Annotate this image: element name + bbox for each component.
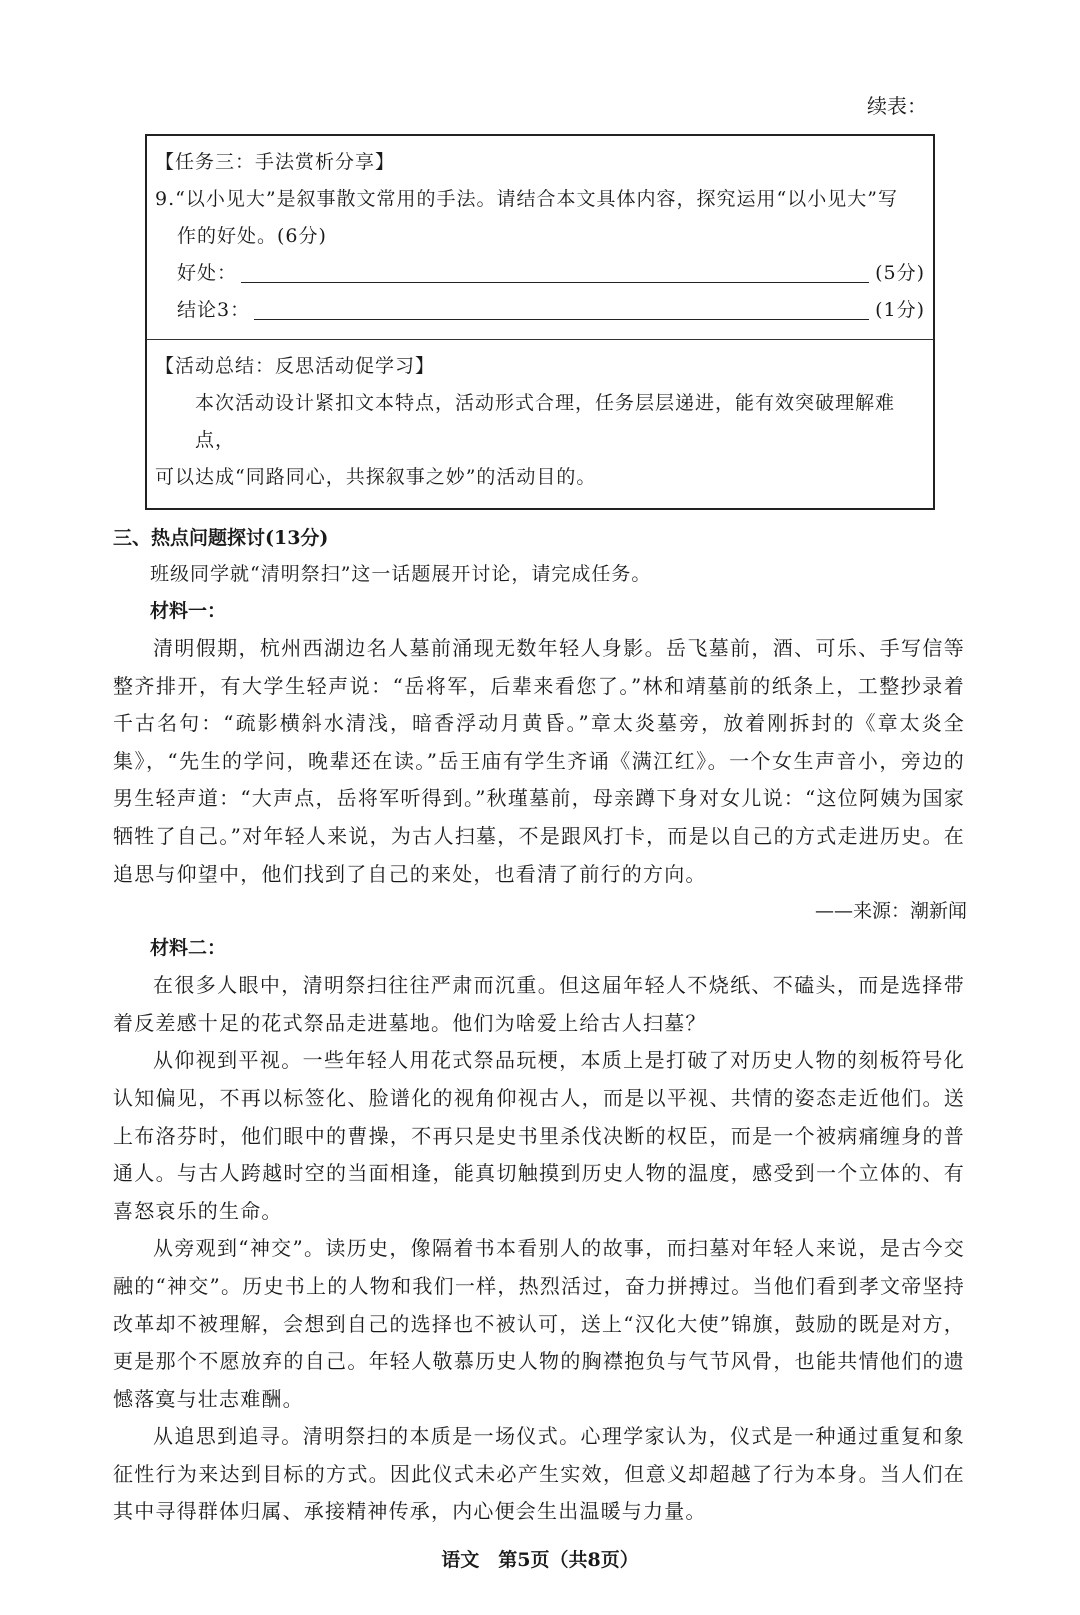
conclusion-answer-line[interactable] bbox=[254, 319, 869, 320]
material2-paragraph: 从旁观到“神交”。读历史，像隔着书本看别人的故事，而扫墓对年轻人来说，是古今交融的“神交”。历史书上的人物和我们一样，热烈活过，奋力拼搏过。当他们看到孝文帝坚持改革却不被理解，会想到自己的选择也不被认可，送上“汉化大使”锦旗，鼓励的既是对方，更是那个不愿放弃的自己。年轻人敬慕历史人物的胸襟抱负与气节风骨，也能共情他们的遗憾落寞与壮志难酬。 bbox=[113, 1236, 965, 1411]
material2-paragraph: 从仰视到平视。一些年轻人用花式祭品玩梗，本质上是打破了对历史人物的刻板符号化认知偏见，不再以标签化、脸谱化的视角仰视古人，而是以平视、共情的姿态走近他们。送上布洛芬时，他们眼中的曹操，不再只是史书里杀伐决断的权臣，而是一个被病痛缠身的普通人。与古人跨越时空的当面相逢，能真切触摸到历史人物的温度，感受到一个立体的、有喜怒哀乐的生命。 bbox=[113, 1048, 965, 1223]
summary-line2: 可以达成“同路同心，共探叙事之妙”的活动目的。 bbox=[155, 466, 597, 488]
continued-label: 续表： bbox=[867, 94, 927, 118]
conclusion-points: (1分) bbox=[875, 299, 925, 321]
material1-source: ——来源：潮新闻 bbox=[814, 900, 967, 923]
summary-cell bbox=[147, 339, 933, 508]
benefit-row bbox=[155, 255, 925, 292]
section3-title: 三、热点问题探讨(13分) bbox=[113, 527, 329, 549]
conclusion-row bbox=[155, 292, 925, 329]
conclusion-label: 结论3： bbox=[177, 299, 251, 321]
page-footer: 语文 第5页（共8页） bbox=[441, 1549, 639, 1572]
task-table bbox=[145, 134, 935, 510]
benefit-answer-line[interactable] bbox=[241, 282, 869, 283]
material1-text: 清明假期，杭州西湖边名人墓前涌现无数年轻人身影。岳飞墓前，酒、可乐、手写信等整齐排开，有大学生轻声说：“岳将军，后辈来看您了。”林和靖墓前的纸条上，工整抄录着千古名句：“疏影横斜水清浅，暗香浮动月黄昏。”章太炎墓旁，放着刚拆封的《章太炎全集》，“先生的学问，晚辈还在读。”岳王庙有学生齐诵《满江红》。一个女生声音小，旁边的男生轻声道：“大声点，岳将军听得到。”秋瑾墓前，母亲蹲下身对女儿说：“这位阿姨为国家牺牲了自己。”对年轻人来说，为古人扫墓，不是跟风打卡，而是以自己的方式走进历史。在追思与仰望中，他们找到了自己的来处，也看清了前行的方向。 bbox=[113, 636, 965, 886]
question-9-line1: 9.“以小见大”是叙事散文常用的手法。请结合本文具体内容，探究运用“以小见大”写 bbox=[155, 188, 898, 210]
material2-label: 材料二： bbox=[150, 937, 227, 960]
summary-title: 【活动总结：反思活动促学习】 bbox=[155, 355, 436, 377]
benefit-label: 好处： bbox=[177, 262, 238, 284]
question-9-line2: 作的好处。(6分) bbox=[177, 225, 327, 247]
material1-label: 材料一： bbox=[150, 600, 227, 622]
material2-paragraph: 在很多人眼中，清明祭扫往往严肃而沉重。但这届年轻人不烧纸、不磕头，而是选择带着反差感十足的花式祭品走进墓地。他们为啥爱上给古人扫墓？ bbox=[113, 973, 965, 1035]
task3-title: 【任务三：手法赏析分享】 bbox=[155, 151, 396, 173]
material2-paragraph: 从追思到追寻。清明祭扫的本质是一场仪式。心理学家认为，仪式是一种通过重复和象征性行为来达到目标的方式。因此仪式未必产生实效，但意义却超越了行为本身。当人们在其中寻得群体归属、承接精神传承，内心便会生出温暖与力量。 bbox=[113, 1424, 965, 1524]
section3-intro: 班级同学就“清明祭扫”这一话题展开讨论，请完成任务。 bbox=[150, 563, 652, 585]
benefit-points: (5分) bbox=[875, 262, 925, 284]
summary-line1: 本次活动设计紧扣文本特点，活动形式合理，任务层层递进，能有效突破理解难点， bbox=[195, 392, 896, 451]
task3-cell bbox=[147, 136, 933, 339]
